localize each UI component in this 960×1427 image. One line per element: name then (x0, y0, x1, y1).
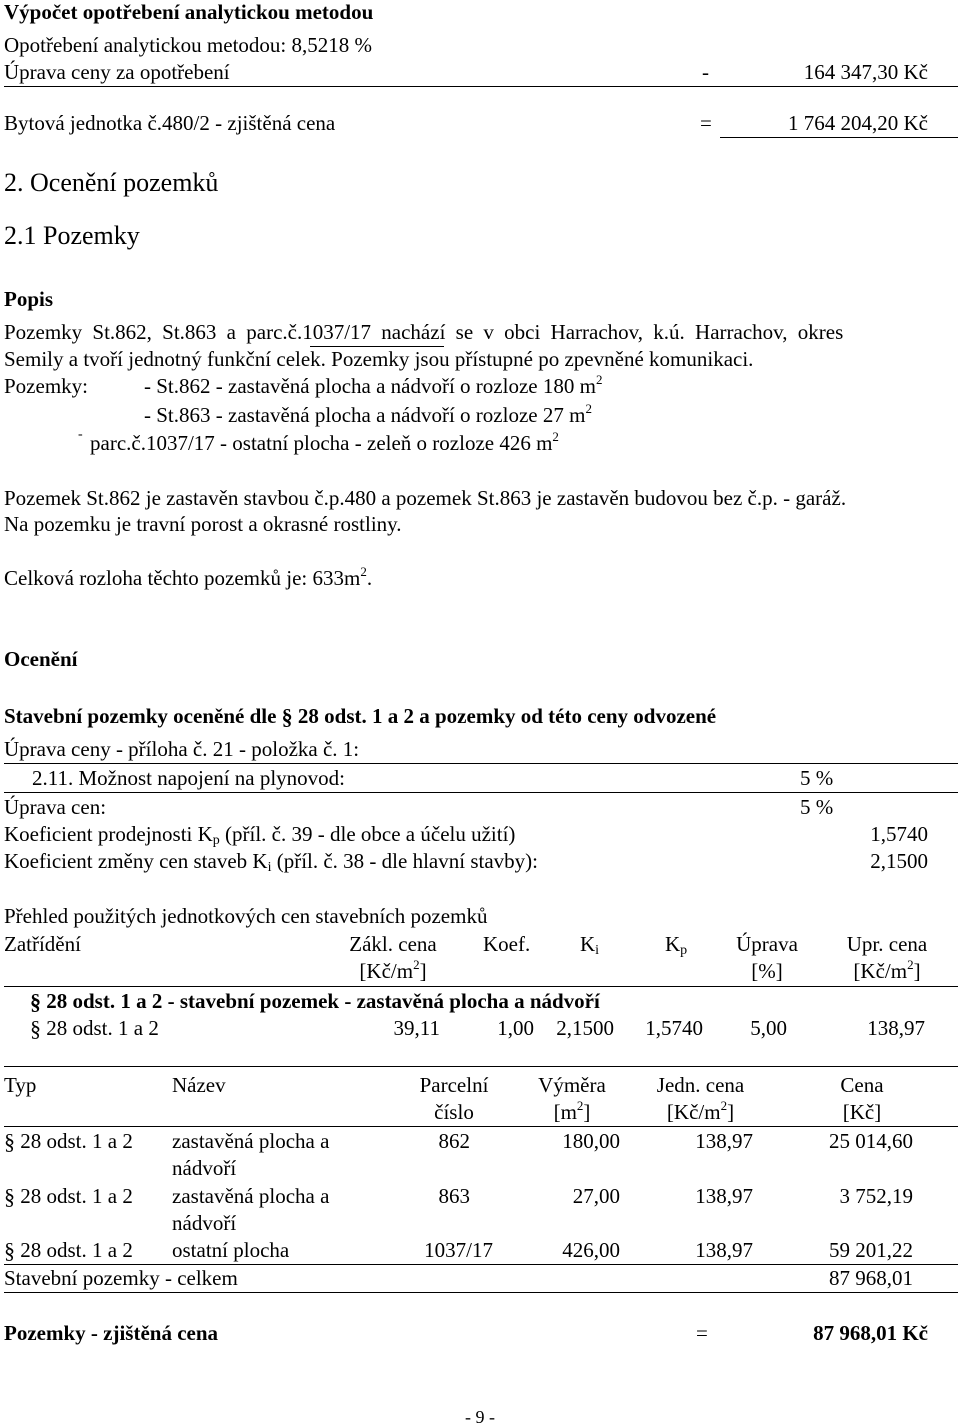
prehled-row: § 28 odst. 1 a 2 (30, 1016, 159, 1041)
col-parc-2: číslo (434, 1100, 474, 1124)
col-jedn-unit: $[Kč/m^2]$ (666, 1098, 735, 1124)
section-sign-icon: § (30, 1016, 41, 1041)
table-row-nazev-2: nádvoří (172, 1156, 237, 1180)
upr-label: Úprava cen: (4, 795, 107, 819)
table-row-nazev: zastavěná plocha a (172, 1184, 330, 1208)
value-underline (720, 137, 958, 138)
kp-line: Koeficient prodejnosti $K_p$ (příl. č. 39 - dle obce a účelu užití) (4, 822, 516, 848)
list-label: Pozemky: (4, 374, 88, 398)
divider (4, 763, 958, 764)
adj-sign: - (702, 60, 709, 84)
table-row-cena: 3 752,19 (839, 1184, 913, 1208)
col-koef: Koef. (483, 932, 531, 956)
col-zakl: Zákl. cena (349, 932, 437, 956)
divider (4, 986, 958, 987)
item-line: 2.11. Možnost napojení na plynovod: (32, 766, 346, 790)
col-parc: Parcelní (419, 1073, 489, 1097)
adj-label: Úprava ceny za opotřebení (4, 60, 230, 84)
col-uprava: Úprava (736, 932, 798, 956)
unit-label: Bytová jednotka č.480/2 - zjištěná cena (4, 111, 336, 135)
popis-line-1: Pozemky St.862, St.863 a parc.č.1037/17 nachází se v obci Harrachov, k.ú. Harrachov, okres (4, 320, 844, 344)
table-row-parc: 1037/17 (424, 1238, 493, 1262)
col-typ: Typ (4, 1073, 37, 1097)
col-cena-unit: [Kč] (842, 1100, 882, 1124)
list-item-1: - St.862 - zastavěná plocha a nádvoří o rozloze 180 $m^2$ (144, 372, 603, 398)
divider (4, 1126, 958, 1127)
table-row-jedn: 138,97 (695, 1129, 753, 1153)
table-row-nazev: ostatní plocha (172, 1238, 290, 1262)
oceneni-subheading: Stavební pozemky oceněné dle § 28 odst. 1 a 2 a pozemky od této ceny odvozené (4, 704, 717, 729)
total-value: 87 968,01 (829, 1266, 913, 1290)
area-line: Celková rozloha těchto pozemků je: $633m^2$. (4, 564, 373, 590)
unit-sign: = (700, 111, 712, 135)
table-row-nazev-2: nádvoří (172, 1211, 237, 1235)
table-row-cena: 59 201,22 (829, 1238, 913, 1262)
col-upr-unit: $[Kč/m^2]$ (853, 957, 921, 983)
list-dash: - (78, 427, 83, 442)
col-uprava-unit: [%] (751, 959, 783, 983)
ki-line: Koeficient změny cen staveb $K_i$ (příl. č. 38 - dle hlavní stavby): (4, 849, 538, 875)
divider (4, 792, 958, 793)
divider (4, 1264, 958, 1265)
cell-zakl: 39,11 (393, 1016, 440, 1040)
col-vym: Výměra (538, 1073, 606, 1097)
section-subtitle: 2.1 Pozemky (4, 221, 140, 250)
popis-line-2: Semily a tvoří jednotný funkční celek. Pozemky jsou přístupné po zpevněné komunikaci. (4, 347, 754, 371)
list-item-2: - St.863 - zastavěná plocha a nádvoří o rozloze 27 $m^2$ (144, 401, 592, 427)
section-sign-icon: § (4, 1238, 15, 1263)
note-line-1: Pozemek St.862 je zastavěn stavbou č.p.480 a pozemek St.863 je zastavěn budovou bez č.p. - garáž. (4, 486, 847, 510)
note-line-2: Na pozemku je travní porost a okrasné rostliny. (4, 512, 402, 536)
table-row-jedn: 138,97 (695, 1184, 753, 1208)
popis-heading: Popis (4, 287, 54, 311)
cell-koef: 1,00 (497, 1016, 534, 1040)
table-row-jedn: 138,97 (695, 1238, 753, 1262)
col-cena: Cena (840, 1073, 884, 1097)
table-row-parc: 862 (438, 1129, 470, 1153)
total-label: Stavební pozemky - celkem (4, 1266, 238, 1290)
wear-line: Opotřebení analytickou metodou: 8,5218 % (4, 33, 373, 57)
divider (4, 1066, 958, 1067)
table-row-vym: 180,00 (562, 1129, 620, 1153)
cell-kp: 1,5740 (645, 1016, 703, 1040)
result-value: 87 968,01 Kč (813, 1321, 928, 1345)
result-label: Pozemky - zjištěná cena (4, 1321, 219, 1345)
group-row: § 28 odst. 1 a 2 - stavební pozemek - zastavěná plocha a nádvoří (30, 989, 600, 1014)
cell-uprava: 5,00 (750, 1016, 787, 1040)
table-row-vym: 426,00 (562, 1238, 620, 1262)
col-kp: $K_p$ (665, 932, 688, 958)
unit-value: 1 764 204,20 Kč (788, 111, 928, 135)
section-sign-icon: § (281, 704, 293, 729)
table-row-vym: 27,00 (572, 1184, 620, 1208)
section-sign-icon: § (4, 1129, 15, 1154)
table-row-typ: § 28 odst. 1 a 2 (4, 1184, 133, 1209)
divider (4, 86, 958, 87)
result-sign: = (696, 1321, 708, 1345)
item-value: 5 % (800, 766, 834, 790)
section-sign-icon: § (30, 989, 41, 1014)
heading-wear: Výpočet opotřebení analytickou metodou (4, 0, 374, 24)
prehled-heading: Přehled použitých jednotkových cen stavebních pozemků (4, 904, 488, 928)
oceneni-heading: Ocenění (4, 647, 78, 671)
table-row-typ: § 28 odst. 1 a 2 (4, 1238, 133, 1263)
col-ki: $K_i$ (580, 932, 600, 958)
col-upr: Upr. cena (846, 932, 928, 956)
upr-value: 5 % (800, 795, 834, 819)
page-number: - 9 - (465, 1407, 495, 1427)
table-row-nazev: zastavěná plocha a (172, 1129, 330, 1153)
adj-value: 164 347,30 Kč (803, 60, 928, 84)
section-title: 2. Ocenění pozemků (4, 168, 219, 197)
kp-value: 1,5740 (870, 822, 928, 846)
cell-ki: 2,1500 (556, 1016, 614, 1040)
list-item-3: parc.č.1037/17 - ostatní plocha - zeleň o rozloze 426 $m^2$ (90, 429, 559, 455)
cell-upr: 138,97 (867, 1016, 925, 1040)
ki-value: 2,1500 (870, 849, 928, 873)
section-sign-icon: § (4, 1184, 15, 1209)
table-row-cena: 25 014,60 (829, 1129, 913, 1153)
col-nazev: Název (172, 1073, 226, 1097)
divider (4, 1292, 958, 1293)
table-row-parc: 863 (438, 1184, 470, 1208)
col-zakl-unit: $[Kč/m^2]$ (359, 957, 427, 983)
col-vym-unit: $[m^2]$ (553, 1098, 591, 1124)
col-jedn: Jedn. cena (656, 1073, 745, 1097)
table-row-typ: § 28 odst. 1 a 2 (4, 1129, 133, 1154)
priloha-line: Úprava ceny - příloha č. 21 - položka č. 1: (4, 737, 360, 761)
col-zatrideni: Zatřídění (4, 932, 81, 956)
